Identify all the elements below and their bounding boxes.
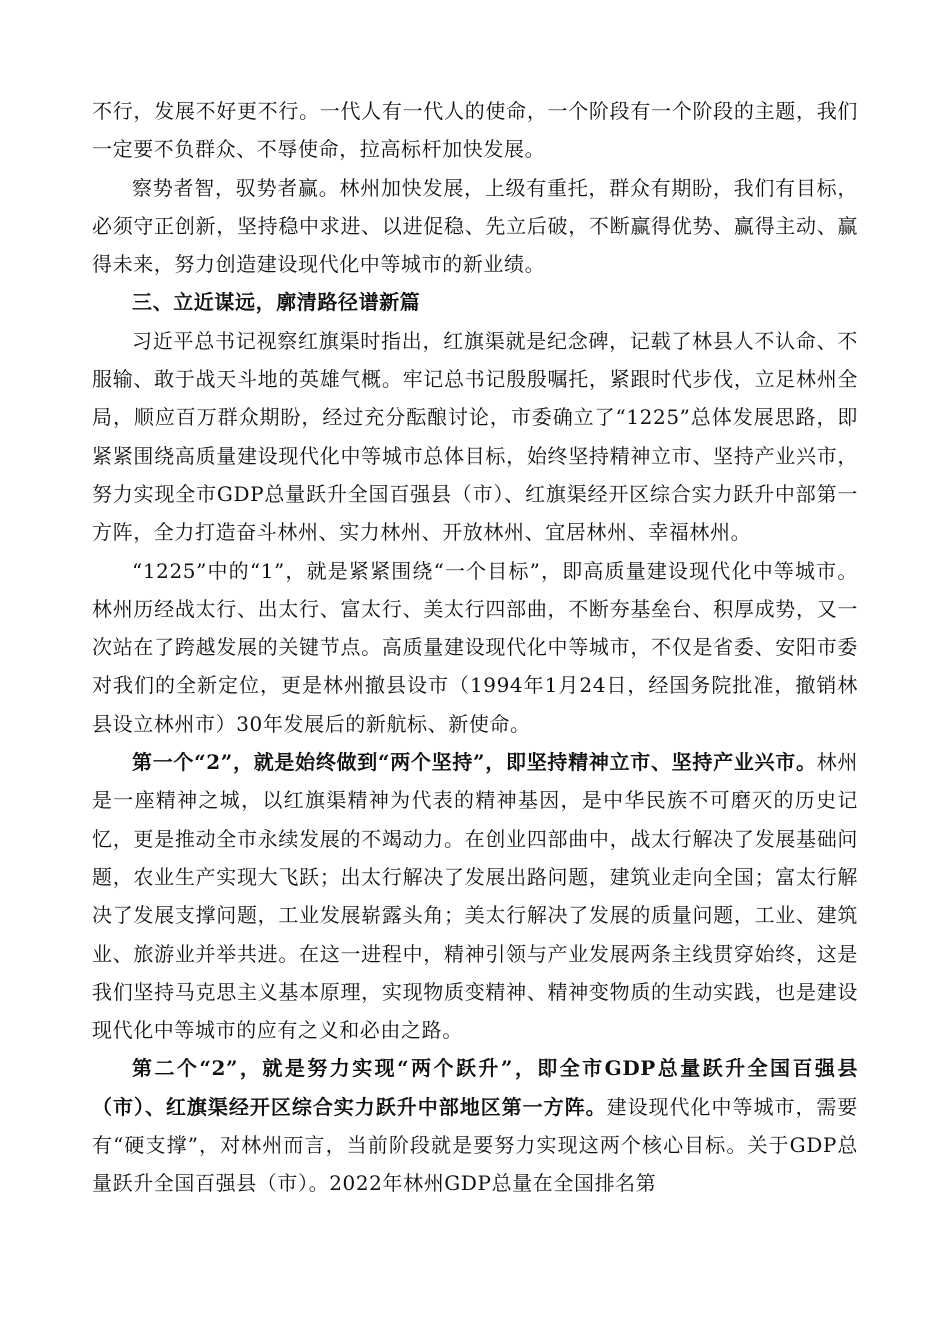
paragraph-one-goal: “1225”中的“1”，就是紧紧围绕“一个目标”，即高质量建设现代化中等城市。林州历经战太行、出太行、富太行、美太行四部曲，不断夯基垒台、积厚成势，又一次站在了跨越发展的关键节点。高质量建设现代化中等城市，不仅是省委、安阳市委对我们的全新定位，更是林州撤县设市（1994年1月24日，经国务院批准，撤销林县设立林州市）30年发展后的新航标、新使命。 [92, 558, 858, 736]
paragraph-body: 建设现代化中等城市，需要有“硬支撑”，对林州而言，当前阶段就是要努力实现这两个核心目标。关于GDP总量跃升全国百强县（市）。2022年林州GDP总量在全国排名第 [92, 1094, 859, 1196]
section-heading: 三、立近谋远，廓清路径谱新篇 [132, 290, 421, 315]
paragraph-development-approach: 习近平总书记视察红旗渠时指出，红旗渠就是纪念碑，记载了林县人不认命、不服输、敢于战天斗地的英雄气概。牢记总书记殷殷嘱托，紧跟时代步伐，立足林州全局，顺应百万群众期盼，经过充分酝酿讨论，市委确立了“1225”总体发展思路，即紧紧围绕高质量建设现代化中等城市总体目标，始终坚持精神立市、坚持产业兴市，努力实现全市GDP总量跃升全国百强县（市）、红旗渠经开区综合实力跃升中部第一方阵，全力打造奋斗林州、实力林州、开放林州、宜居林州、幸福林州。 [92, 328, 858, 545]
paragraph-continuation: 不行，发展不好更不行。一代人有一代人的使命，一个阶段有一个阶段的主题，我们一定要不负群众、不辱使命，拉高标杆加快发展。 [92, 99, 858, 162]
paragraph-two-persistences [92, 743, 858, 1049]
paragraph-two-leaps [92, 1049, 858, 1202]
paragraph-lead: 第一个“2”，就是始终做到“两个坚持”，即坚持精神立市、坚持产业兴市。 [132, 750, 817, 775]
paragraph-lead: 第二个“2”，就是努力实现“两个跃升”，即全市GDP总量跃升全国百强县（市）、红旗渠经开区综合实力跃升中部地区第一方阵。 [92, 1056, 858, 1119]
paragraph-body: 林州是一座精神之城，以红旗渠精神为代表的精神基因，是中华民族不可磨灭的历史记忆，更是推动全市永续发展的不竭动力。在创业四部曲中，战太行解决了发展基础问题，农业生产实现大飞跃；出太行解决了发展出路问题，建筑业走向全国；富太行解决了发展支撑问题，工业发展崭露头角；美太行解决了发展的质量问题，工业、建筑业、旅游业并举共进。在这一进程中，精神引领与产业发展两条主线贯穿始终，这是我们坚持马克思主义基本原理，实现物质变精神、精神变物质的生动实践，也是建设现代化中等城市的应有之义和必由之路。 [92, 750, 859, 1043]
paragraph-situation: 察势者智，驭势者赢。林州加快发展，上级有重托，群众有期盼，我们有目标，必须守正创新，坚持稳中求进、以进促稳、先立后破，不断赢得优势、赢得主动、赢得未来，努力创造建设现代化中等城市的新业绩。 [92, 175, 858, 277]
